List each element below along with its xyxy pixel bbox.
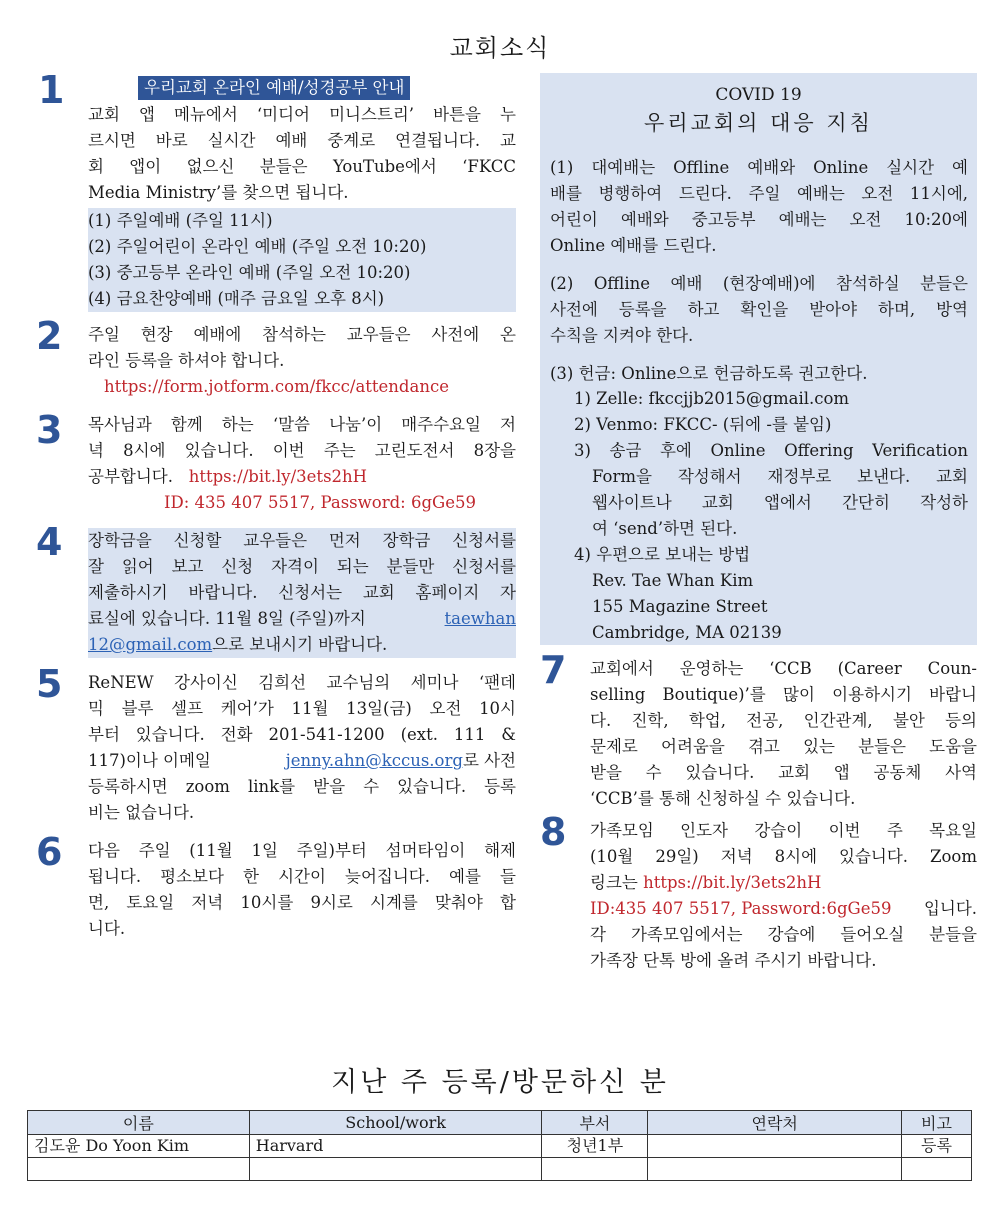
- page-title: 교회소식: [449, 34, 551, 62]
- scholarship-email-part1[interactable]: taewhan: [444, 609, 516, 628]
- column-header: School/work: [249, 1111, 542, 1135]
- news-item-3: [88, 412, 516, 516]
- text-line: 가족모임 인도자 강습이 이번 주 목요일: [590, 821, 977, 840]
- text-line: 주일 현장 예배에 참석하는 교우들은 사전에 온: [88, 325, 516, 344]
- text-line: 녁 8시에 있습니다. 이번 주는 고린도전서 8장을: [88, 441, 516, 460]
- text-line: 각 가족모임에서는 강습에 들어오실 분들을: [590, 925, 977, 944]
- news-item-6: [88, 838, 516, 942]
- list-item: (2) 주일어린이 온라인 예배 (주일 오전 10:20): [88, 237, 427, 256]
- text-line: 부터 있습니다. 전화 201-541-1200 (ext. 111 &: [88, 725, 516, 744]
- table-cell: [648, 1135, 902, 1158]
- item-number-6: 6: [36, 830, 63, 874]
- covid-guideline-3: [550, 361, 968, 387]
- text-line: ReNEW 강사이신 김희선 교수님의 세미나 ‘팬데: [88, 673, 516, 692]
- text-line: 155 Magazine Street: [592, 597, 768, 616]
- registration-table: [27, 1110, 972, 1181]
- zoom-credentials: ID:435 407 5517, Password:6gGe59: [590, 899, 892, 918]
- text-line: 4) 우편으로 보내는 방법: [574, 545, 751, 564]
- item-number-5: 5: [36, 662, 63, 706]
- covid-guideline-2: [550, 271, 968, 349]
- text-line: 다음 주일 (11월 1일 주일)부터 섬머타임이 해제: [88, 841, 516, 860]
- text-line: 회 앱이 없으신 분들은 YouTube에서 ‘FKCC: [88, 157, 516, 176]
- text-line: (1) 대예배는 Offline 예배와 Online 실시간 예: [550, 158, 968, 177]
- covid-guidelines-panel: [540, 73, 977, 645]
- text-line: Rev. Tae Whan Kim: [592, 571, 754, 590]
- table-cell: [542, 1158, 648, 1181]
- covid-guideline-1: [550, 155, 968, 259]
- attendance-link[interactable]: https://form.jotform.com/fkcc/attendance: [104, 377, 449, 396]
- item-number-2: 2: [36, 314, 63, 358]
- item-number-7: 7: [540, 648, 567, 692]
- table-cell: [902, 1158, 972, 1181]
- item-number-1: 1: [38, 68, 65, 112]
- text-line: 르시면 바로 실시간 예배 중계로 연결됩니다. 교: [88, 131, 516, 150]
- text-line: 사전에 등록을 하고 확인을 받아야 하며, 방역: [550, 300, 968, 319]
- table-row: [28, 1158, 972, 1181]
- seminar-email[interactable]: jenny.ahn@kccus.org: [285, 751, 463, 770]
- zoom-credentials: ID: 435 407 5517, Password: 6gGe59: [164, 493, 476, 512]
- text-line: 비는 없습니다.: [88, 803, 195, 822]
- text-line: 등록하시면 zoom link를 받을 수 있습니다. 등록: [88, 777, 516, 796]
- registration-title: 지난 주 등록/방문하신 분: [331, 1067, 669, 1098]
- list-item: (3) 중고등부 온라인 예배 (주일 오전 10:20): [88, 263, 411, 282]
- service-schedule-list: [88, 208, 516, 312]
- table-cell: Harvard: [249, 1135, 542, 1158]
- text-line: 공부합니다.: [88, 467, 173, 486]
- news-item-8: [590, 818, 977, 974]
- table-cell: 등록: [902, 1135, 972, 1158]
- text-line: 117)이나 이메일: [88, 751, 211, 770]
- text-line: 료실에 있습니다. 11월 8일 (주일)까지: [88, 609, 366, 628]
- news-item-1: [88, 76, 516, 312]
- text-line: 교회에서 운영하는 ‘CCB (Career Coun-: [590, 659, 977, 678]
- text-line: selling Boutique)’를 많이 이용하시기 바랍니: [590, 685, 977, 704]
- table-cell: 김도윤 Do Yoon Kim: [28, 1135, 250, 1158]
- column-header: 비고: [902, 1111, 972, 1135]
- text-line: ‘CCB’를 통해 신청하실 수 있습니다.: [590, 789, 856, 808]
- text-line: 니다.: [88, 919, 126, 938]
- zoom-link[interactable]: https://bit.ly/3ets2hH: [643, 873, 822, 892]
- text-line: 가족장 단톡 방에 올려 주시기 바랍니다.: [590, 951, 877, 970]
- mail-address-info: [574, 542, 782, 646]
- table-cell: [648, 1158, 902, 1181]
- text-line: 입니다.: [923, 899, 977, 918]
- text-line: 다. 진학, 학업, 전공, 인간관계, 불안 등의: [590, 711, 977, 730]
- text-line: 어린이 예배와 중고등부 예배는 오전 10:20에: [550, 210, 968, 229]
- covid-subtitle: 우리교회의 대응 지침: [644, 111, 873, 135]
- text-line: 믹 블루 셀프 케어’가 11월 13일(금) 오전 10시: [88, 699, 516, 718]
- column-header: 부서: [542, 1111, 648, 1135]
- text-line: 배를 병행하여 드린다. 주일 예배는 오전 11시에,: [550, 184, 968, 203]
- table-cell: 청년1부: [542, 1135, 648, 1158]
- text-line: 교회 앱 메뉴에서 ‘미디어 미니스트리’ 바튼을 누: [88, 105, 516, 124]
- item-number-3: 3: [36, 408, 63, 452]
- table-cell: [249, 1158, 542, 1181]
- zelle-info: 1) Zelle: fkccjjb2015@gmail.com: [574, 389, 850, 408]
- list-item: (4) 금요찬양예배 (매주 금요일 오후 8시): [88, 289, 385, 308]
- text-line: 웹사이트나 교회 앱에서 간단히 작성하: [592, 493, 968, 512]
- text-line: 잘 읽어 보고 신청 자격이 되는 분들만 신청서를: [88, 557, 516, 576]
- text-line: Online 예배를 드린다.: [550, 236, 717, 255]
- text-line: 목사님과 함께 하는 ‘말씀 나눔’이 매주수요일 저: [88, 415, 516, 434]
- text-line: Media Ministry’를 찾으면 됩니다.: [88, 183, 349, 202]
- text-line: Form을 작성해서 재정부로 보낸다. 교회: [592, 467, 968, 486]
- text-line: (2) Offline 예배 (현장예배)에 참석하실 분들은: [550, 274, 968, 293]
- news-item-7: [590, 656, 977, 812]
- text-line: 장학금을 신청할 교우들은 먼저 장학금 신청서를: [88, 531, 516, 550]
- venmo-info: 2) Venmo: FKCC- (뒤에 -를 붙임): [574, 415, 832, 434]
- table-header-row: [28, 1111, 972, 1135]
- text-line: 으로 보내시기 바랍니다.: [212, 635, 388, 654]
- text-line: 로 사전: [462, 751, 516, 770]
- text-line: 여 ‘send’하면 된다.: [592, 519, 738, 538]
- list-item: (1) 주일예배 (주일 11시): [88, 211, 273, 230]
- text-line: 됩니다. 평소보다 한 시간이 늦어집니다. 예를 들: [88, 867, 516, 886]
- item-number-8: 8: [540, 810, 567, 854]
- column-header: 연락처: [648, 1111, 902, 1135]
- text-line: 라인 등록을 하셔야 합니다.: [88, 351, 285, 370]
- covid-title: COVID 19: [715, 85, 802, 105]
- item-number-4: 4: [36, 520, 63, 564]
- table-cell: [28, 1158, 250, 1181]
- news-item-5: [88, 670, 516, 826]
- text-line: 수칙을 지켜야 한다.: [550, 326, 694, 345]
- text-line: 3) 송금 후에 Online Offering Verification: [574, 441, 968, 460]
- text-line: (3) 헌금: Online으로 헌금하도록 권고한다.: [550, 364, 868, 383]
- item-heading-1: 우리교회 온라인 예배/성경공부 안내: [138, 76, 410, 100]
- text-line: 링크는: [590, 873, 638, 892]
- column-header: 이름: [28, 1111, 250, 1135]
- news-item-4: [88, 528, 516, 658]
- table-row: [28, 1135, 972, 1158]
- text-line: (10월 29일) 저녁 8시에 있습니다. Zoom: [590, 847, 977, 866]
- text-line: 받을 수 있습니다. 교회 앱 공동체 사역: [590, 763, 977, 782]
- zoom-link[interactable]: https://bit.ly/3ets2hH: [188, 467, 368, 486]
- text-line: 문제로 어려움을 겪고 있는 분들은 도움을: [590, 737, 977, 756]
- scholarship-email-part2[interactable]: 12@gmail.com: [88, 635, 213, 654]
- offering-verification-info: [574, 438, 968, 542]
- text-line: Cambridge, MA 02139: [592, 623, 782, 642]
- text-line: 면, 토요일 저녁 10시를 9시로 시계를 맞춰야 합: [88, 893, 516, 912]
- news-item-2: [88, 322, 516, 400]
- text-line: 제출하시기 바랍니다. 신청서는 교회 홈페이지 자: [88, 583, 516, 602]
